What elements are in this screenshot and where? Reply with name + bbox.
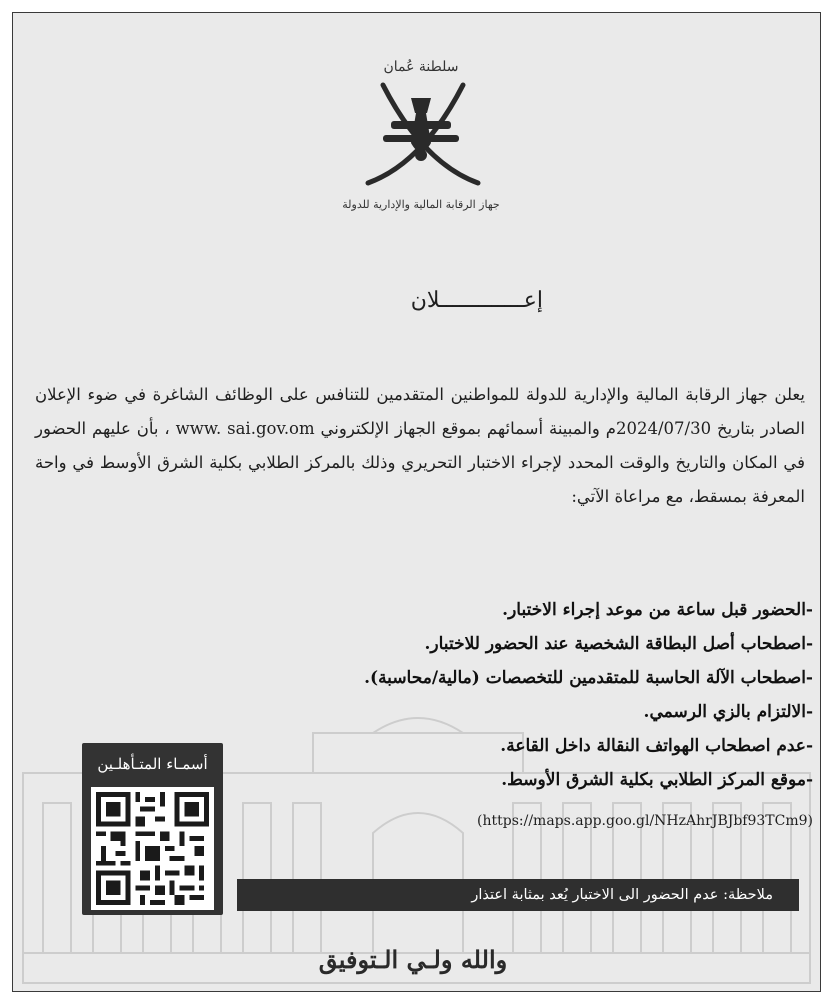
list-item: -الحضور قبل ساعة من موعد إجراء الاختبار. xyxy=(502,600,813,620)
khanjar-crossed-swords-emblem-icon xyxy=(313,43,528,228)
list-item: -اصطحاب أصل البطاقة الشخصية عند الحضور للاختبار. xyxy=(424,634,813,654)
closing-phrase: والله ولـي الـتوفيق xyxy=(318,945,508,974)
qr-title: أسمـاء المتـأهلـين xyxy=(97,755,208,773)
emblem-bottom-caption: جهاز الرقابة المالية والإدارية للدولة xyxy=(342,198,500,211)
instructions-list xyxy=(253,593,813,797)
note-bar: ملاحظة: عدم الحضور الى الاختبار يُعد بمثابة اعتذار xyxy=(237,879,799,911)
list-item: -الالتزام بالزي الرسمي. xyxy=(643,702,813,722)
qr-code-icon[interactable] xyxy=(91,787,214,910)
announcement-intro: يعلن جهاز الرقابة المالية والإدارية للدولة للمواطنين المتقدمين للتنافس على الوظائف الشاغرة في ضوء الإعلان الصادر بتاريخ 2024/07/30م والمبينة أسمائهم بموقع الجهاز الإلكتروني www. sai.gov.om ، بأن عليهم الحضور في المكان والتاريخ والوقت المحدد لإجراء الاختبار التحريري وذلك بالمركز الطلابي بكلية الشرق الأوسط في واحة المعرفة بمسقط، مع مراعاة الآتي: xyxy=(35,385,805,506)
list-item: -اصطحاب الآلة الحاسبة للمتقدمين للتخصصات (مالية/محاسبة). xyxy=(364,668,813,688)
list-item: -موقع المركز الطلابي بكلية الشرق الأوسط. xyxy=(501,770,813,790)
list-item: -عدم اصطحاب الهواتف النقالة داخل القاعة. xyxy=(500,736,813,756)
map-link[interactable]: (https://maps.app.goo.gl/NHzAhrJBJbf93TCm9) xyxy=(477,813,813,829)
qr-panel xyxy=(82,743,223,915)
announcement-heading: إعـــــــــــــلان xyxy=(410,288,543,313)
announcement-frame xyxy=(12,12,821,992)
emblem-top-caption: سلطنة عُمان xyxy=(383,59,459,75)
oman-emblem xyxy=(313,43,528,228)
